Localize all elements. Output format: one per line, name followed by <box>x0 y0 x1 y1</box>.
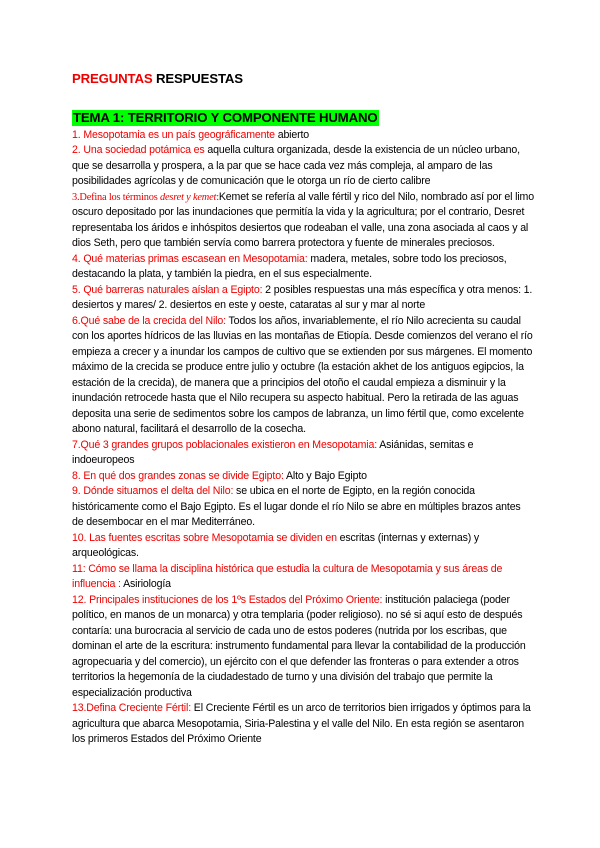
answer-5: 2 posibles respuestas una más específica y otra menos: 1. desiertos y mares/ 2. desiertos en este y oeste, cataratas al sur y mar al norte <box>72 283 533 311</box>
page-heading <box>72 70 534 88</box>
answer-9: se ubica en el norte de Egipto, en la región conocida históricamente como el Bajo Egipto. Es el lugar donde el río Nilo se abre en múltiples brazos antes de desembocar en el mar Mediterráneo. <box>72 485 521 528</box>
question-13: 13.Defina Creciente Fértil: <box>72 702 192 714</box>
qa-item-13 <box>72 701 534 748</box>
qa-item-5 <box>72 283 534 314</box>
qa-item-11 <box>72 562 534 593</box>
qa-item-12 <box>72 593 534 702</box>
question-2: 2. Una sociedad potámica es <box>72 144 205 156</box>
answer-6: Todos los años, invariablemente, el río Nilo acrecienta su caudal con los aportes hídricos de las lluvias en las montañas de Etiopía. Desde comienzos del verano el río empieza a crecer y a inundar los campos de cultivo que se extienden por sus márgenes. El momento máximo de la crecida se produce entre julio y octubre (la estación akhet de los antiguos egipcios, la estación de la crecida), de manera que a principios del otoño el caudal empieza a disminuir y la inundación retrocede hasta que el Nilo recupera su aspecto habitual. Pero la retirada de las aguas deposita una serie de sedimentos sobre los campos de labranza, un limo fértil que, como excelente abono natural, facilitará el desarrollo de la cosecha. <box>72 314 533 435</box>
qa-item-6 <box>72 314 534 438</box>
question-10: 10. Las fuentes escritas sobre Mesopotamia se dividen en <box>72 531 337 544</box>
answer-4: madera, metales, sobre todo los preciosos, destacando la plata, y también la piedra, en el sus especialmente. <box>72 252 507 280</box>
answer-7: Asiánidas, semitas e indoeuropeos <box>72 438 474 466</box>
answer-2: aquella cultura organizada, desde la existencia de un núcleo urbano, que se desarrolla y prospera, a la par que se hace cada vez más compleja, al amparo de las posibilidades agrícolas y de comunicación que le otorga un río de cierto calibre <box>72 144 520 187</box>
qa-item-1 <box>72 128 534 144</box>
question-1: 1. Mesopotamia es un país geográficamente <box>72 128 275 141</box>
qa-item-2 <box>72 143 534 190</box>
question-7: 7.Qué 3 grandes grupos poblacionales existieron en Mesopotamia: <box>72 438 378 451</box>
answer-8: Alto y Bajo Egipto <box>283 469 367 482</box>
question-6: 6.Qué sabe de la crecida del Nilo: <box>72 314 226 327</box>
answer-12: institución palaciega (poder político, en manos de un monarca) y otra templaria (poder religioso). no sé si aquí esto de después contaría: una burocracia al servicio de cada uno de estos poderes (nutrida por los escribas, que dominan el arte de la escritura: instrumento fundamental para llevar la contabilidad de la producción agropecuaria y del comercio), un ejército con el que defender las fronteras o para extender a otros territorios la hegemonía de la ciudadestado de turno y una división del trabajo que permite la especialización productiva <box>72 593 526 699</box>
qa-item-10 <box>72 531 534 562</box>
question-8: 8. En qué dos grandes zonas se divide Egipto: <box>72 469 284 482</box>
answer-10: escritas (internas y externas) y arqueológicas. <box>72 531 480 559</box>
section-title: TEMA 1: TERRITORIO Y COMPONENTE HUMANO <box>73 110 378 125</box>
question-12: 12. Principales instituciones de los 1ºs Estados del Próximo Oriente: <box>72 593 383 606</box>
heading-preguntas: PREGUNTAS <box>72 71 153 86</box>
qa-item-9 <box>72 484 534 531</box>
answer-13: El Creciente Fértil es un arco de territorios bien irrigados y óptimos para la agricultura que abarca Mesopotamia, Siria-Palestina y el valle del Nilo. En esta región se asentaron los primeros Estados del Próximo Oriente <box>72 702 531 745</box>
question-4: 4. Qué materias primas escasean en Mesopotamia: <box>72 252 308 265</box>
question-9: 9. Dónde situamos el delta del Nilo: <box>72 485 234 497</box>
answer-11: Asiriología <box>120 578 171 590</box>
question-5: 5. Qué barreras naturales aíslan a Egipto: <box>72 283 263 296</box>
question-3-colon: : <box>216 191 219 203</box>
answer-3: Kemet se refería al valle fértil y rico del Nilo, nombrado así por el limo oscuro depositado por las inundaciones que permitía la vida y la agricultura; por el contrario, Desret representaba los áridos e inhóspitos desiertos que rodeaban el valle, una zona asociada al caos y al dios Seth, pero que también servía como barrera protectora y fuente de minerales preciosos. <box>72 190 534 249</box>
question-11: 11: Cómo se llama la disciplina histórica que estudia la cultura de Mesopotamia y sus áreas de influencia : <box>72 562 503 590</box>
answer-1: abierto <box>274 128 310 141</box>
question-3-terms: desret y kemet <box>159 191 217 203</box>
question-3-part-a: 3.Defina los términos <box>72 191 160 203</box>
heading-respuestas: RESPUESTAS <box>155 71 243 86</box>
document-page <box>72 70 534 748</box>
qa-item-4 <box>72 252 534 283</box>
question-3 <box>72 192 219 203</box>
qa-item-8 <box>72 469 534 485</box>
qa-item-3 <box>72 190 534 252</box>
qa-item-7 <box>72 438 534 469</box>
